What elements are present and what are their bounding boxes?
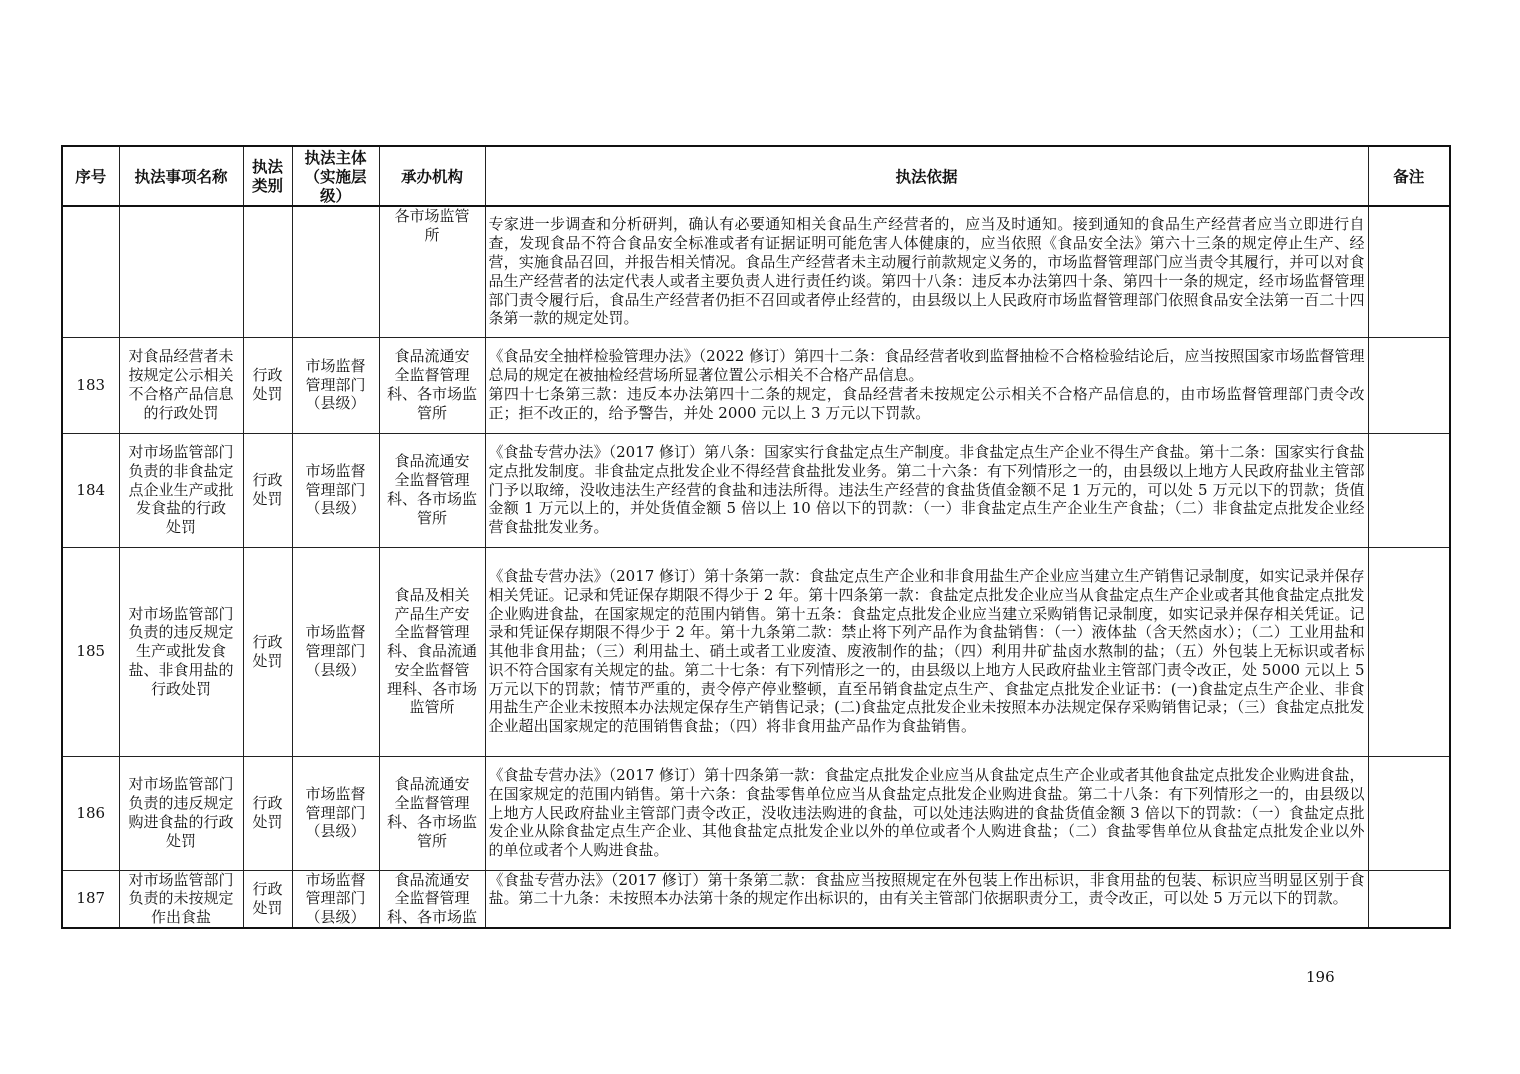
row-no: 186 [62,756,119,870]
row-subject: 市场监督 管理部门 （县级） [292,547,379,756]
row-name: 对市场监管部门负责的违反规定生产或批发食盐、非食用盐的行政处罚 [119,547,243,756]
row-remark [1368,870,1450,928]
row-type: 行政 处罚 [243,433,292,547]
table-row [62,870,1450,928]
row-org: 食品流通安 全监督管理 科、各市场监 管所 [379,433,485,547]
row-remark [1368,756,1450,870]
row-basis [485,337,1368,433]
row-remark [1368,206,1450,337]
table-row [62,547,1450,756]
row-basis [485,206,1368,337]
table-row [62,337,1450,433]
row-name: 对市场监管部门负责的未按规定作出食盐 [119,870,243,928]
basis-paragraph: 《食盐专营办法》（2017 修订）第十条第一款：食盐定点生产企业和非食用盐生产企业应当建立生产销售记录制度，如实记录并保存相关凭证。记录和凭证保存期限不得少于 2 年。第十四条第一款：食盐定点批发企业应当从食盐定点生产企业或者其他食盐定点批发企业购进食盐，在国家规定的范围内销售。第十五条：食盐定点批发企业应当建立采购销售记录制度，如实记录并保存相关凭证。记录和凭证保存期限不得少于 2 年。第十九条第二款：禁止将下列产品作为食盐销售：（一）液体盐（含天然卤水）；（二）工业用盐和其他非食用盐；（三）利用盐土、硝土或者工业废渣、废液制作的盐；（四）利用井矿盐卤水熬制的盐；（五）外包装上无标识或者标识不符合国家有关规定的盐。第二十七条：有下列情形之一的，由县级以上地方人民政府盐业主管部门责令改正，处 5000 元以上 5 万元以下的罚款；情节严重的，责令停产停业整顿，直至吊销食盐定点生产、食盐定点批发企业证书：(一)食盐定点生产企业、非食用盐生产企业未按照本办法规定保存生产销售记录；(二)食盐定点批发企业未按照本办法规定保存采购销售记录；（三）食盐定点批发企业超出国家规定的范围销售食盐；（四）将非食用盐产品作为食盐销售。 [488,566,1365,736]
row-subject: 市场监督 管理部门 （县级） [292,433,379,547]
enforcement-table [61,145,1451,929]
header-org: 承办机构 [379,146,485,206]
basis-paragraph: 专家进一步调查和分析研判，确认有必要通知相关食品生产经营者的，应当及时通知。接到通知的食品生产经营者应当立即进行自查，发现食品不符合食品安全标准或者有证据证明可能危害人体健康的，应当依照《食品安全法》第六十三条的规定停止生产、经营，实施食品召回，并报告相关情况。食品生产经营者未主动履行前款规定义务的，市场监督管理部门应当责令其履行，并可以对食品生产经营者的法定代表人或者主要负责人进行责任约谈。第四十八条：违反本办法第四十条、第四十一条的规定，经市场监督管理部门责令履行后，食品生产经营者仍拒不召回或者停止经营的，由县级以上人民政府市场监督管理部门依照食品安全法第一百二十四条第一款的规定处罚。 [488,215,1365,328]
row-org: 食品流通安 全监督管理 科、各市场监 [379,870,485,928]
row-name: 对市场监管部门负责的违反规定购进食盐的行政处罚 [119,756,243,870]
row-remark [1368,337,1450,433]
row-type: 行政 处罚 [243,337,292,433]
row-remark [1368,433,1450,547]
basis-paragraph: 《食盐专营办法》（2017 修订）第十条第二款：食盐应当按照规定在外包装上作出标识，非食用盐的包装、标识应当明显区别于食盐。第二十九条：未按照本办法第十条的规定作出标识的，由有关主管部门依据职责分工，责令改正，可以处 5 万元以下的罚款。 [488,870,1365,908]
row-name: 对市场监管部门负责的非食盐定点企业生产或批发食盐的行政 处罚 [119,433,243,547]
row-no [62,206,119,337]
row-subject: 市场监督 管理部门 （县级） [292,337,379,433]
header-subject: 执法主体 （实施层 级） [292,146,379,206]
row-no: 184 [62,433,119,547]
row-org: 食品流通安 全监督管理 科、各市场监 管所 [379,337,485,433]
table-row [62,756,1450,870]
row-no: 185 [62,547,119,756]
row-basis [485,756,1368,870]
row-org: 食品及相关 产品生产安 全监督管理 科、食品流通 安全监督管 理科、各市场 监管所 [379,547,485,756]
row-subject: 市场监督 管理部门 （县级） [292,870,379,928]
basis-paragraph: 《食品安全抽样检验管理办法》（2022 修订）第四十二条：食品经营者收到监督抽检不合格检验结论后，应当按照国家市场监督管理总局的规定在被抽检经营场所显著位置公示相关不合格产品信息。 [488,347,1365,385]
row-basis [485,433,1368,547]
row-subject [292,206,379,337]
page-number: 196 [1306,968,1335,986]
header-remark: 备注 [1368,146,1450,206]
row-no: 183 [62,337,119,433]
row-name [119,206,243,337]
row-subject: 市场监督 管理部门 （县级） [292,756,379,870]
header-name: 执法事项名称 [119,146,243,206]
header-row [62,146,1450,206]
row-no: 187 [62,870,119,928]
basis-paragraph: 第四十七条第三款：违反本办法第四十二条的规定，食品经营者未按规定公示相关不合格产品信息的，由市场监督管理部门责令改正；拒不改正的，给予警告，并处 2000 元以上 3 万元以下罚款。 [488,385,1365,422]
row-type: 行政 处罚 [243,870,292,928]
row-remark [1368,547,1450,756]
row-org: 食品流通安 全监督管理 科、各市场监 管所 [379,756,485,870]
row-type: 行政 处罚 [243,756,292,870]
row-type: 行政 处罚 [243,547,292,756]
header-no: 序号 [62,146,119,206]
row-name: 对食品经营者未按规定公示相关不合格产品信息的行政处罚 [119,337,243,433]
row-type [243,206,292,337]
header-basis: 执法依据 [485,146,1368,206]
table-row [62,433,1450,547]
row-basis [485,547,1368,756]
table-row [62,206,1450,337]
row-org: 各市场监管 所 [379,206,485,337]
row-basis [485,870,1368,928]
basis-paragraph: 《食盐专营办法》（2017 修订）第十四条第一款：食盐定点批发企业应当从食盐定点生产企业或者其他食盐定点批发企业购进食盐，在国家规定的范围内销售。第十六条：食盐零售单位应当从食盐定点批发企业购进食盐。第二十八条：有下列情形之一的，由县级以上地方人民政府盐业主管部门责令改正，没收违法购进的食盐，可以处违法购进的食盐货值金额 3 倍以下的罚款：（一）食盐定点批发企业从除食盐定点生产企业、其他食盐定点批发企业以外的单位或者个人购进食盐；（二）食盐零售单位从食盐定点批发企业以外的单位或者个人购进食盐。 [488,766,1365,860]
header-type: 执法 类别 [243,146,292,206]
basis-paragraph: 《食盐专营办法》（2017 修订）第八条：国家实行食盐定点生产制度。非食盐定点生产企业不得生产食盐。第十二条：国家实行食盐定点批发制度。非食盐定点批发企业不得经营食盐批发业务。第二十六条：有下列情形之一的，由县级以上地方人民政府盐业主管部门予以取缔，没收违法生产经营的食盐和违法所得。违法生产经营的食盐货值金额不足 1 万元的，可以处 5 万元以下的罚款；货值金额 1 万元以上的，并处货值金额 5 倍以上 10 倍以下的罚款：（一）非食盐定点生产企业生产食盐；（二）非食盐定点批发企业经营食盐批发业务。 [488,443,1365,537]
